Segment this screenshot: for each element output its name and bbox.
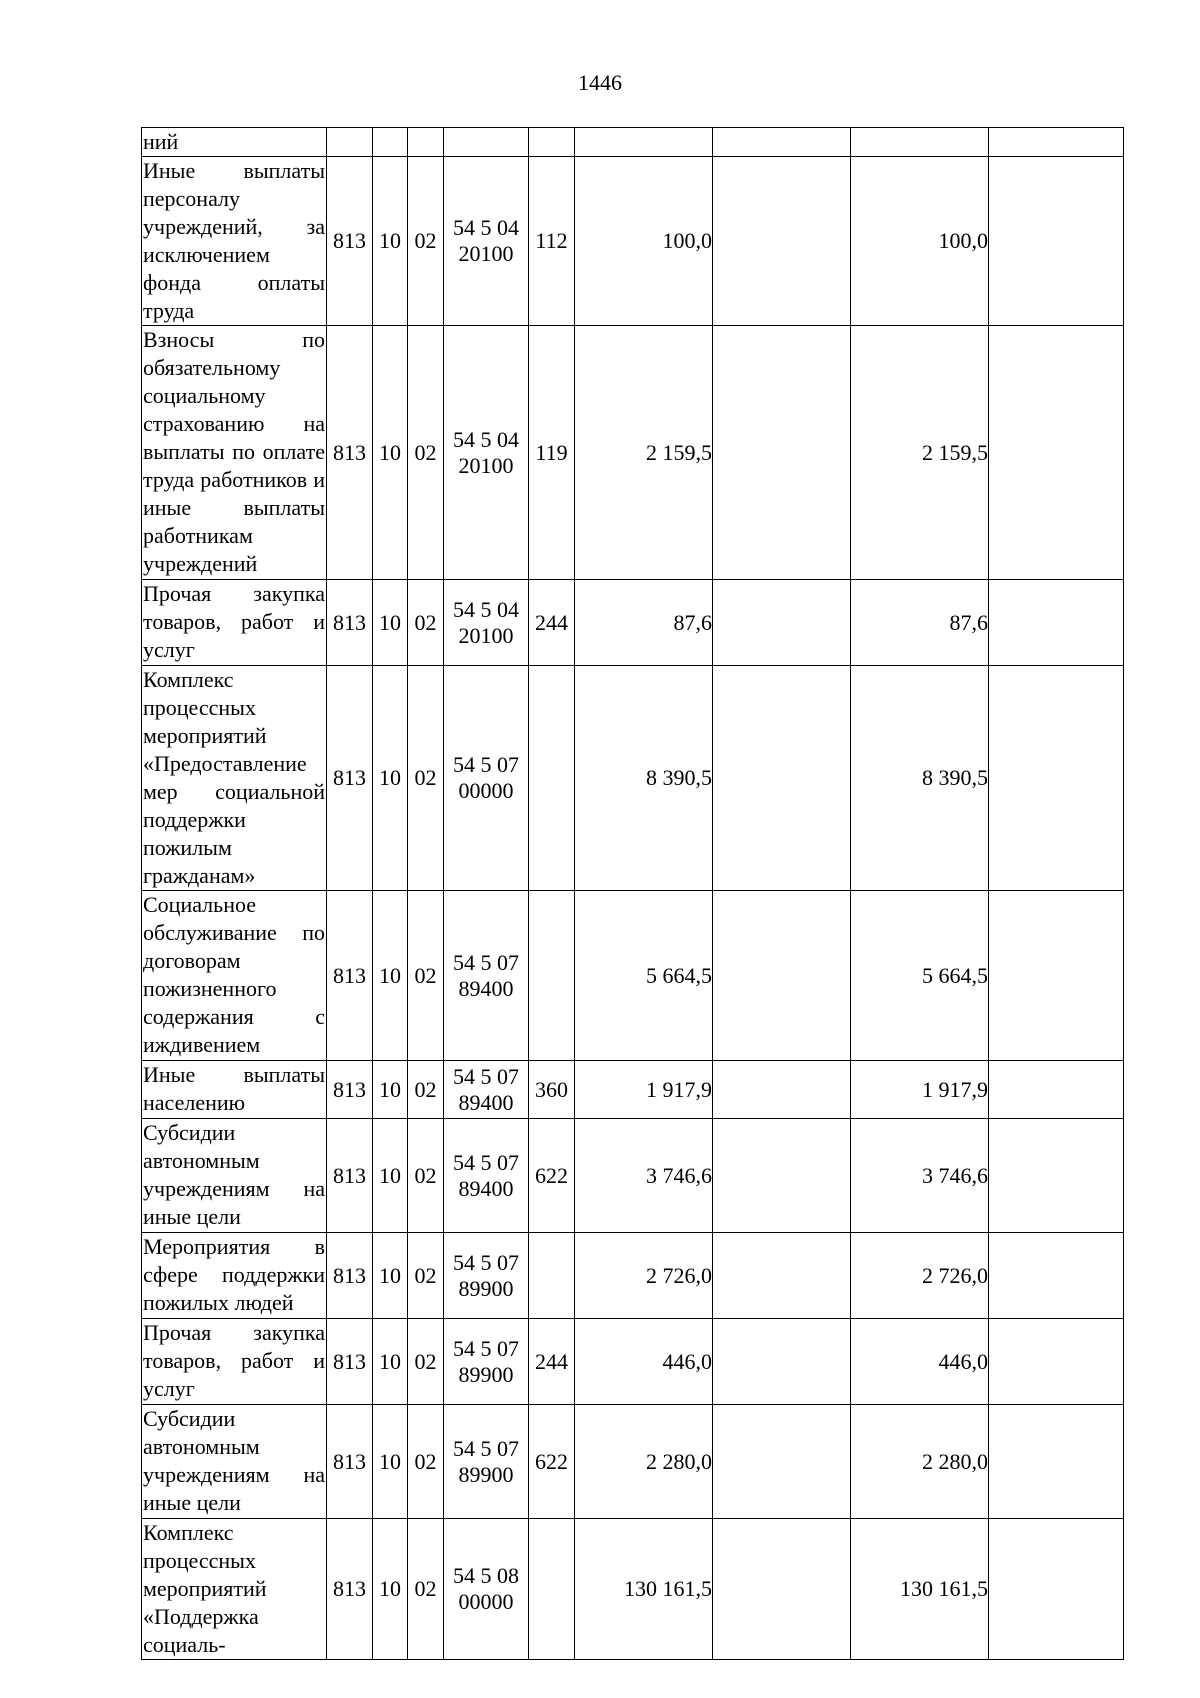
amount-cell-3: 1 917,9 xyxy=(851,1061,989,1119)
grbs-cell: 813 xyxy=(327,1233,373,1319)
amount-cell-1: 2 726,0 xyxy=(575,1233,713,1319)
amount-cell-2 xyxy=(713,1119,851,1233)
grbs-cell: 813 xyxy=(327,1405,373,1519)
subsection-cell: 02 xyxy=(408,891,444,1061)
amount-cell-1: 1 917,9 xyxy=(575,1061,713,1119)
expense-type-cell xyxy=(529,1233,575,1319)
amount-cell-4 xyxy=(989,666,1124,891)
expense-type-cell xyxy=(529,891,575,1061)
table-row xyxy=(142,1061,1124,1119)
expense-type-cell xyxy=(529,1519,575,1660)
expense-type-cell xyxy=(529,666,575,891)
amount-cell-4 xyxy=(989,1519,1124,1660)
subsection-cell: 02 xyxy=(408,157,444,326)
section-cell: 10 xyxy=(373,1233,408,1319)
amount-cell-4 xyxy=(989,1405,1124,1519)
section-cell: 10 xyxy=(373,1061,408,1119)
subsection-cell: 02 xyxy=(408,580,444,666)
amount-cell-4 xyxy=(989,1233,1124,1319)
amount-cell-1: 8 390,5 xyxy=(575,666,713,891)
target-article-cell: 54 5 07 00000 xyxy=(444,666,529,891)
amount-cell-1: 100,0 xyxy=(575,157,713,326)
amount-cell-4 xyxy=(989,326,1124,580)
subsection-cell: 02 xyxy=(408,1119,444,1233)
amount-cell-1: 130 161,5 xyxy=(575,1519,713,1660)
amount-cell-1: 2 280,0 xyxy=(575,1405,713,1519)
section-cell: 10 xyxy=(373,666,408,891)
section-cell: 10 xyxy=(373,157,408,326)
page-number: 1446 xyxy=(578,70,622,95)
expense-type-cell: 622 xyxy=(529,1119,575,1233)
target-article-cell: 54 5 07 89400 xyxy=(444,891,529,1061)
amount-cell-2 xyxy=(713,1319,851,1405)
expense-type-cell: 244 xyxy=(529,580,575,666)
amount-cell-1 xyxy=(575,128,713,157)
amount-cell-3: 446,0 xyxy=(851,1319,989,1405)
section-cell: 10 xyxy=(373,580,408,666)
amount-cell-2 xyxy=(713,1519,851,1660)
amount-cell-2 xyxy=(713,128,851,157)
grbs-cell: 813 xyxy=(327,1061,373,1119)
subsection-cell: 02 xyxy=(408,1319,444,1405)
amount-cell-2 xyxy=(713,1233,851,1319)
amount-cell-2 xyxy=(713,891,851,1061)
table-row xyxy=(142,1405,1124,1519)
table-row xyxy=(142,891,1124,1061)
expense-type-cell: 360 xyxy=(529,1061,575,1119)
target-article-cell: 54 5 07 89900 xyxy=(444,1405,529,1519)
subsection-cell xyxy=(408,128,444,157)
target-article-cell xyxy=(444,128,529,157)
amount-cell-4 xyxy=(989,580,1124,666)
section-cell: 10 xyxy=(373,1319,408,1405)
row-name-cell: Мероприятия в сфере поддержки пожилых людей xyxy=(142,1233,327,1319)
table-row xyxy=(142,1119,1124,1233)
section-cell xyxy=(373,128,408,157)
row-name-cell: Прочая закупка товаров, работ и услуг xyxy=(142,580,327,666)
amount-cell-3: 3 746,6 xyxy=(851,1119,989,1233)
grbs-cell: 813 xyxy=(327,891,373,1061)
row-name-cell: Прочая закупка товаров, работ и услуг xyxy=(142,1319,327,1405)
grbs-cell: 813 xyxy=(327,666,373,891)
table-row xyxy=(142,1519,1124,1660)
table-row xyxy=(142,157,1124,326)
target-article-cell: 54 5 04 20100 xyxy=(444,580,529,666)
row-name-cell: Иные выплаты населению xyxy=(142,1061,327,1119)
section-cell: 10 xyxy=(373,1519,408,1660)
amount-cell-2 xyxy=(713,666,851,891)
grbs-cell: 813 xyxy=(327,1119,373,1233)
table-row xyxy=(142,666,1124,891)
grbs-cell xyxy=(327,128,373,157)
grbs-cell: 813 xyxy=(327,326,373,580)
table-row xyxy=(142,326,1124,580)
grbs-cell: 813 xyxy=(327,580,373,666)
section-cell: 10 xyxy=(373,326,408,580)
amount-cell-1: 2 159,5 xyxy=(575,326,713,580)
table-row xyxy=(142,580,1124,666)
row-name-cell: Субсидии автономным учреждениям на иные цели xyxy=(142,1405,327,1519)
target-article-cell: 54 5 07 89900 xyxy=(444,1233,529,1319)
expense-type-cell: 112 xyxy=(529,157,575,326)
amount-cell-4 xyxy=(989,1119,1124,1233)
amount-cell-4 xyxy=(989,1319,1124,1405)
amount-cell-2 xyxy=(713,1061,851,1119)
table-row xyxy=(142,128,1124,157)
budget-table xyxy=(141,127,1124,1660)
row-name-cell: Комплекс процессных мероприятий «Поддержка социаль- xyxy=(142,1519,327,1660)
section-cell: 10 xyxy=(373,1119,408,1233)
amount-cell-3: 8 390,5 xyxy=(851,666,989,891)
amount-cell-3: 130 161,5 xyxy=(851,1519,989,1660)
grbs-cell: 813 xyxy=(327,1519,373,1660)
table-row xyxy=(142,1233,1124,1319)
expense-type-cell: 119 xyxy=(529,326,575,580)
amount-cell-3: 5 664,5 xyxy=(851,891,989,1061)
subsection-cell: 02 xyxy=(408,1061,444,1119)
row-name-cell: ний xyxy=(142,128,327,157)
section-cell: 10 xyxy=(373,1405,408,1519)
table-row xyxy=(142,1319,1124,1405)
expense-type-cell xyxy=(529,128,575,157)
subsection-cell: 02 xyxy=(408,1519,444,1660)
amount-cell-2 xyxy=(713,157,851,326)
subsection-cell: 02 xyxy=(408,666,444,891)
target-article-cell: 54 5 08 00000 xyxy=(444,1519,529,1660)
amount-cell-1: 3 746,6 xyxy=(575,1119,713,1233)
row-name-cell: Субсидии автономным учреждениям на иные цели xyxy=(142,1119,327,1233)
row-name-cell: Социальное обслуживание по договорам пожизненного содержания с иждивением xyxy=(142,891,327,1061)
amount-cell-3: 2 726,0 xyxy=(851,1233,989,1319)
subsection-cell: 02 xyxy=(408,1405,444,1519)
amount-cell-4 xyxy=(989,128,1124,157)
row-name-cell: Комплекс процессных мероприятий «Предоставление мер социальной поддержки пожилым гражданам» xyxy=(142,666,327,891)
amount-cell-1: 87,6 xyxy=(575,580,713,666)
expense-type-cell: 244 xyxy=(529,1319,575,1405)
table-body xyxy=(142,128,1124,1660)
grbs-cell: 813 xyxy=(327,157,373,326)
amount-cell-4 xyxy=(989,891,1124,1061)
amount-cell-3: 2 159,5 xyxy=(851,326,989,580)
expense-type-cell: 622 xyxy=(529,1405,575,1519)
target-article-cell: 54 5 04 20100 xyxy=(444,157,529,326)
row-name-cell: Взносы по обязательному социальному страхованию на выплаты по оплате труда работников и иные выплаты работникам учреждений xyxy=(142,326,327,580)
amount-cell-3: 87,6 xyxy=(851,580,989,666)
target-article-cell: 54 5 04 20100 xyxy=(444,326,529,580)
row-name-cell: Иные выплаты персоналу учреждений, за исключением фонда оплаты труда xyxy=(142,157,327,326)
target-article-cell: 54 5 07 89400 xyxy=(444,1061,529,1119)
amount-cell-2 xyxy=(713,580,851,666)
target-article-cell: 54 5 07 89400 xyxy=(444,1119,529,1233)
subsection-cell: 02 xyxy=(408,1233,444,1319)
subsection-cell: 02 xyxy=(408,326,444,580)
section-cell: 10 xyxy=(373,891,408,1061)
amount-cell-4 xyxy=(989,1061,1124,1119)
amount-cell-3: 2 280,0 xyxy=(851,1405,989,1519)
amount-cell-3: 100,0 xyxy=(851,157,989,326)
amount-cell-4 xyxy=(989,157,1124,326)
grbs-cell: 813 xyxy=(327,1319,373,1405)
amount-cell-2 xyxy=(713,326,851,580)
amount-cell-1: 446,0 xyxy=(575,1319,713,1405)
amount-cell-2 xyxy=(713,1405,851,1519)
amount-cell-3 xyxy=(851,128,989,157)
target-article-cell: 54 5 07 89900 xyxy=(444,1319,529,1405)
amount-cell-1: 5 664,5 xyxy=(575,891,713,1061)
